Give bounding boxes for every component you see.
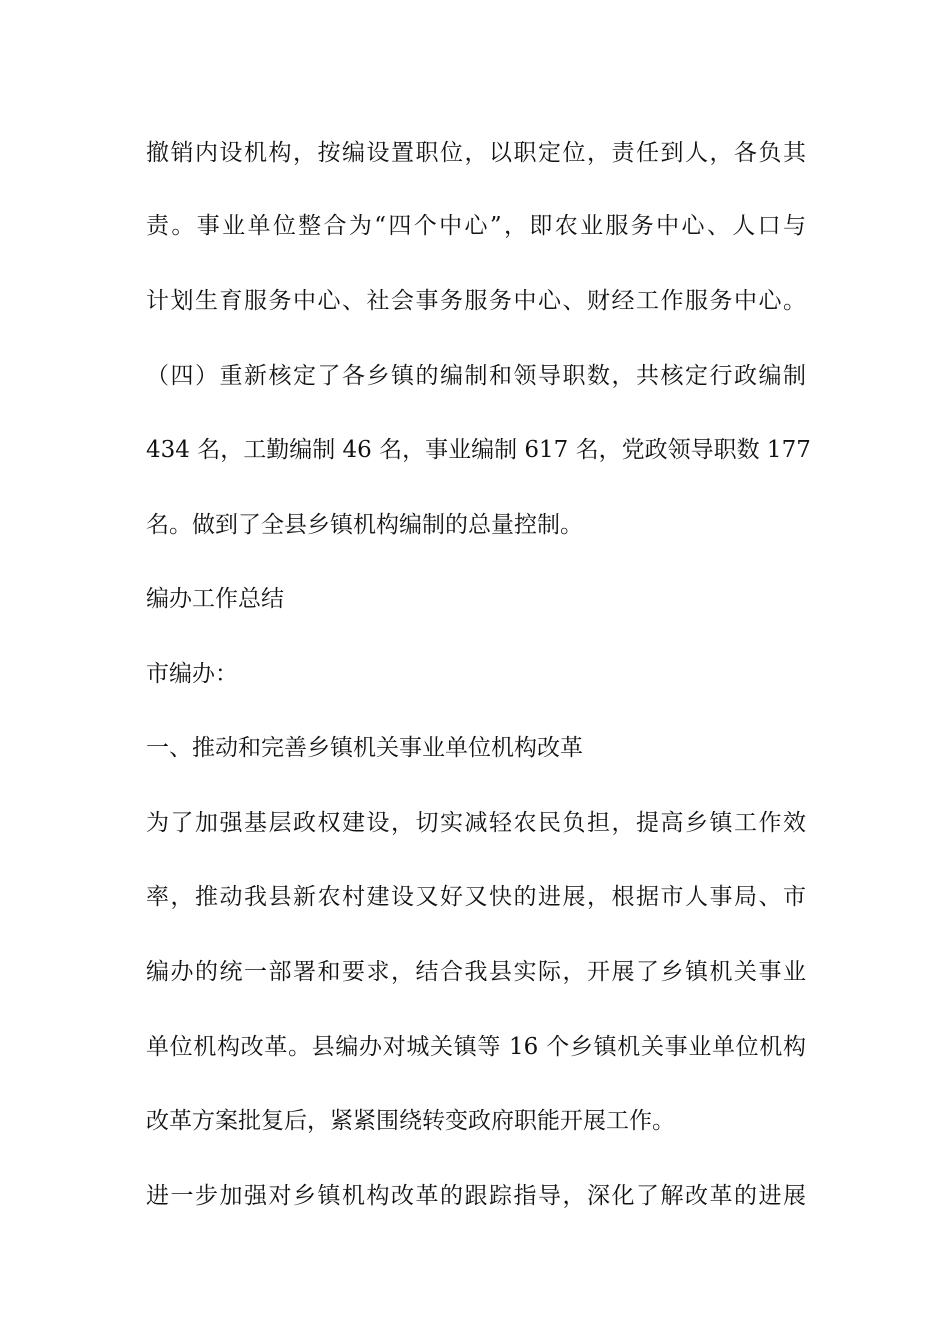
body-text-line: 名。做到了全县乡镇机构编制的总量控制。	[146, 512, 583, 538]
body-text-line: 责。事业单位整合为“四个中心”，即农业服务中心、人口与	[146, 213, 806, 239]
body-text-line: 撤销内设机构，按编设置职位，以职定位，责任到人，各负其	[146, 140, 806, 166]
body-text-line: 编办的统一部署和要求，结合我县实际，开展了乡镇机关事业	[146, 959, 806, 985]
body-text-line: （四）重新核定了各乡镇的编制和领导职数，共核定行政编制	[146, 363, 806, 389]
section-heading: 编办工作总结	[146, 586, 284, 612]
body-text-line: 改革方案批复后，紧紧围绕转变政府职能开展工作。	[146, 1108, 675, 1134]
body-text-line: 434 名，工勤编制 46 名，事业编制 617 名，党政领导职数 177	[146, 437, 811, 463]
body-text-line: 单位机构改革。县编办对城关镇等 16 个乡镇机关事业单位机构	[146, 1034, 806, 1060]
body-text-line: 计划生育服务中心、社会事务服务中心、财经工作服务中心。	[146, 288, 806, 314]
body-text-line: 为了加强基层政权建设，切实减轻农民负担，提高乡镇工作效	[146, 810, 806, 836]
subsection-heading: 一、推动和完善乡镇机关事业单位机构改革	[146, 735, 583, 761]
body-text-line: 进一步加强对乡镇机构改革的跟踪指导，深化了解改革的进展	[146, 1183, 806, 1209]
body-text-line: 率，推动我县新农村建设又好又快的进展，根据市人事局、市	[146, 884, 806, 910]
salutation: 市编办：	[146, 661, 238, 687]
